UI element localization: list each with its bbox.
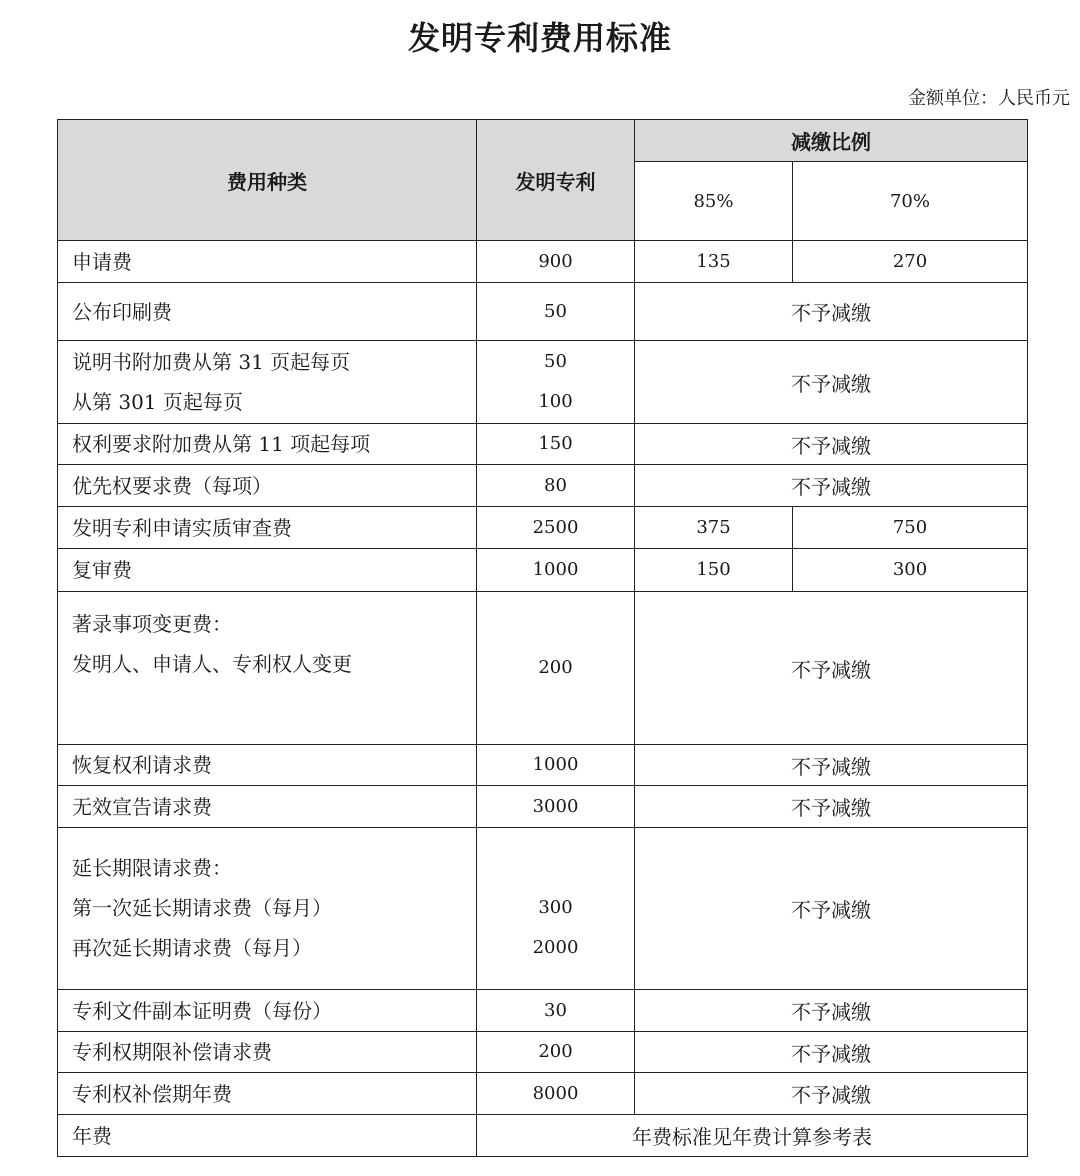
fee-row — [58, 507, 1028, 549]
fee-row — [58, 341, 1028, 424]
fee-name — [58, 465, 477, 507]
fee-reduction-note: 不予减缴 — [635, 990, 1028, 1032]
fee-name — [58, 424, 477, 465]
fee-amount-line: 8000 — [532, 1082, 579, 1104]
fee-name-line: 著录事项变更费： — [72, 612, 232, 636]
fee-amount-line: 100 — [538, 391, 573, 412]
fee-amount — [477, 592, 635, 745]
fee-name-line: 年费 — [72, 1123, 112, 1148]
fee-amount-line: 1000 — [532, 754, 579, 775]
fee-amount — [477, 283, 635, 341]
fee-amount-line: 3000 — [532, 795, 579, 817]
fee-amount — [477, 828, 635, 990]
fee-row — [58, 592, 1028, 745]
fee-reduction-note: 不予减缴 — [635, 828, 1028, 990]
fee-name-line: 说明书附加费从第 31 页起每页 — [72, 350, 351, 374]
fee-name — [58, 1073, 477, 1115]
page-title: 发明专利费用标准 — [407, 19, 672, 57]
fee-name-line: 发明专利申请实质审查费 — [72, 515, 292, 540]
fee-amount-line: 1000 — [532, 559, 579, 580]
fee-reduced-70: 300 — [793, 549, 1028, 592]
fee-name-line: 权利要求附加费从第 11 项起每项 — [72, 432, 371, 456]
fee-reduced-85: 375 — [635, 507, 793, 549]
fee-reduction-note: 不予减缴 — [635, 592, 1028, 745]
currency-unit-note: 金额单位：人民币元 — [908, 88, 1070, 109]
fee-name — [58, 745, 477, 786]
fee-amount — [477, 465, 635, 507]
fee-name — [58, 507, 477, 549]
fee-name-line: 优先权要求费（每项） — [72, 473, 272, 498]
fee-row — [58, 828, 1028, 990]
fee-name — [58, 341, 477, 424]
header-category: 费用种类 — [58, 120, 477, 241]
fee-row — [58, 1115, 1028, 1157]
fee-name-line: 复审费 — [72, 558, 132, 582]
fee-row — [58, 465, 1028, 507]
fee-row — [58, 424, 1028, 465]
fee-row — [58, 241, 1028, 283]
fee-amount-line: 2000 — [532, 937, 579, 958]
fee-amount-line: 30 — [544, 999, 567, 1021]
fee-name — [58, 241, 477, 283]
header-invention: 发明专利 — [477, 120, 635, 241]
fee-amount-line: 150 — [538, 433, 573, 454]
fee-name — [58, 990, 477, 1032]
fee-row — [58, 283, 1028, 341]
fee-name-line: 再次延长期请求费（每月） — [72, 936, 312, 960]
fee-amount — [477, 507, 635, 549]
fee-amount-line: 80 — [544, 474, 567, 496]
fee-row — [58, 549, 1028, 592]
fee-amount — [477, 549, 635, 592]
fee-name-line: 从第 301 页起每页 — [72, 390, 243, 414]
fee-name-line: 申请费 — [72, 249, 132, 274]
header-pct-85: 85% — [635, 162, 793, 241]
fee-table — [57, 119, 1028, 1157]
fee-reduction-note: 不予减缴 — [635, 786, 1028, 828]
fee-reduction-note: 不予减缴 — [635, 465, 1028, 507]
fee-name-line: 发明人、申请人、专利权人变更 — [72, 652, 352, 676]
fee-name-line: 专利权补偿期年费 — [72, 1081, 232, 1106]
fee-name-line: 专利文件副本证明费（每份） — [72, 998, 332, 1023]
fee-name-line: 无效宣告请求费 — [72, 794, 212, 819]
header-reduction: 减缴比例 — [635, 120, 1028, 162]
fee-amount — [477, 1073, 635, 1115]
fee-reduction-note: 不予减缴 — [635, 1032, 1028, 1073]
fee-name-line: 延长期限请求费： — [72, 856, 232, 880]
fee-name — [58, 283, 477, 341]
fee-reduced-70: 750 — [793, 507, 1028, 549]
fee-name — [58, 549, 477, 592]
fee-reduced-85: 150 — [635, 549, 793, 592]
fee-reduction-note: 不予减缴 — [635, 283, 1028, 341]
fee-reduction-note: 年费标准见年费计算参考表 — [477, 1115, 1028, 1157]
fee-reduction-note: 不予减缴 — [635, 745, 1028, 786]
fee-reduction-note: 不予减缴 — [635, 424, 1028, 465]
header-pct-70: 70% — [793, 162, 1028, 241]
fee-reduction-note: 不予减缴 — [635, 341, 1028, 424]
fee-amount — [477, 745, 635, 786]
fee-name — [58, 786, 477, 828]
fee-name — [58, 592, 477, 745]
fee-name-line: 第一次延长期请求费（每月） — [72, 896, 332, 920]
fee-amount-line: 900 — [538, 250, 573, 272]
fee-amount-line: 200 — [538, 657, 573, 678]
fee-amount — [477, 241, 635, 283]
fee-name-line: 公布印刷费 — [72, 299, 172, 324]
fee-reduced-70: 270 — [793, 241, 1028, 283]
fee-amount-line: 50 — [544, 300, 567, 322]
fee-amount — [477, 341, 635, 424]
fee-amount — [477, 990, 635, 1032]
fee-amount-line: 50 — [544, 351, 567, 372]
fee-row — [58, 1073, 1028, 1115]
fee-amount — [477, 1032, 635, 1073]
fee-row — [58, 786, 1028, 828]
fee-name-line: 专利权期限补偿请求费 — [72, 1040, 272, 1064]
fee-reduction-note: 不予减缴 — [635, 1073, 1028, 1115]
fee-amount-line: 300 — [538, 897, 573, 918]
fee-amount — [477, 424, 635, 465]
fee-row — [58, 1032, 1028, 1073]
fee-row — [58, 990, 1028, 1032]
fee-amount-line: 200 — [538, 1041, 573, 1062]
fee-name-line: 恢复权利请求费 — [72, 753, 212, 777]
fee-name — [58, 1115, 477, 1157]
fee-amount — [477, 786, 635, 828]
fee-reduced-85: 135 — [635, 241, 793, 283]
fee-name — [58, 828, 477, 990]
fee-row — [58, 745, 1028, 786]
fee-amount-line: 2500 — [532, 516, 579, 538]
fee-name — [58, 1032, 477, 1073]
